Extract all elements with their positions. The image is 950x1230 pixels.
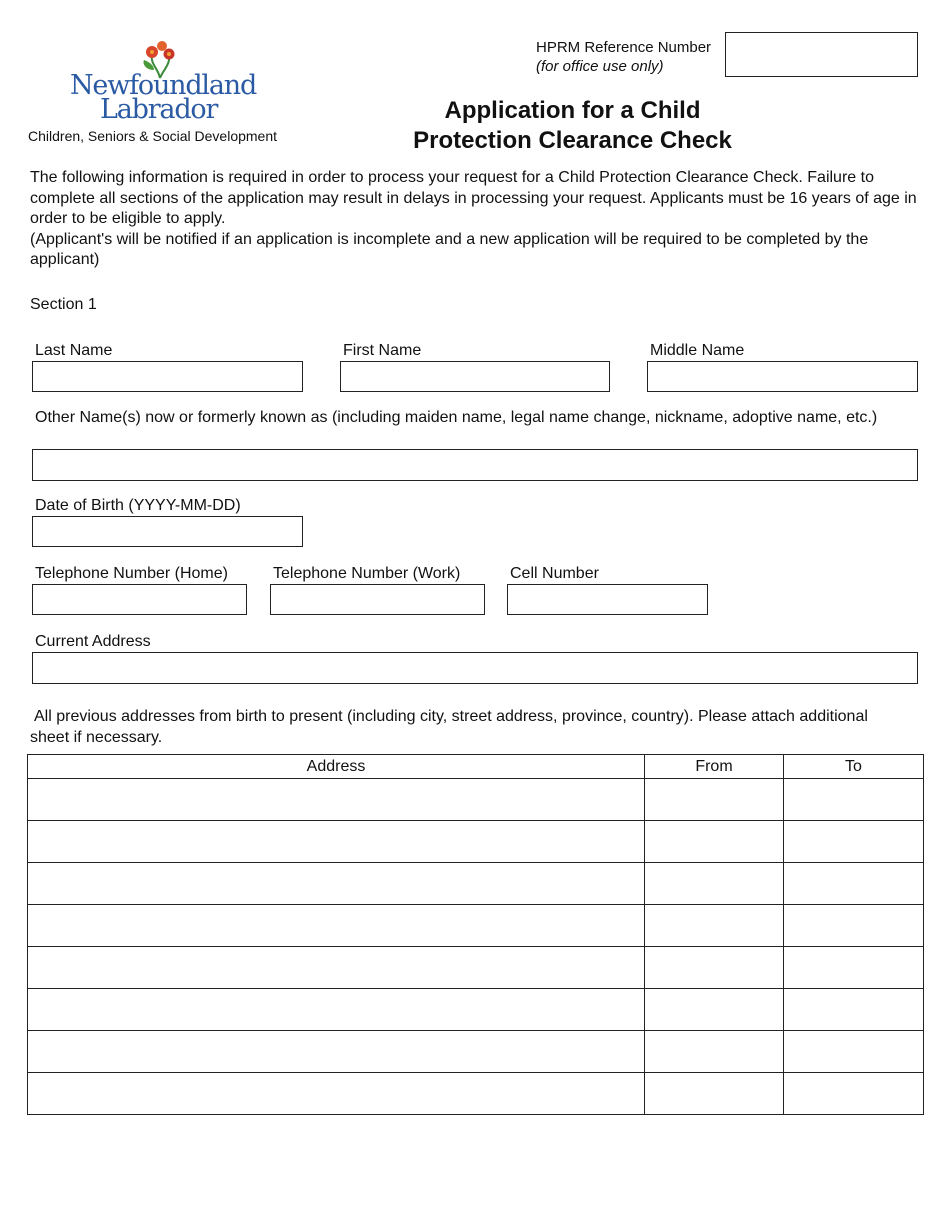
- intro-text: The following information is required in order to process your request for a Child Protection Clearance Check. Failure to complete all sections of the application may result in delays in processing your request. Applicants must be 16 years of age in order to be eligible to apply.: [30, 169, 917, 227]
- logo-text-line2: Labrador: [100, 94, 218, 125]
- section-heading: Section 1: [30, 296, 97, 313]
- phone-work-label: Telephone Number (Work): [273, 565, 461, 582]
- to-cell-input[interactable]: [784, 821, 923, 862]
- middle-name-input[interactable]: [647, 361, 918, 392]
- middle-name-label: Middle Name: [650, 342, 745, 359]
- hprm-reference-input[interactable]: [725, 32, 918, 77]
- to-cell-input[interactable]: [784, 905, 923, 946]
- cell-from: [645, 821, 784, 863]
- cell-address: [28, 1073, 645, 1115]
- logo-text-line1: Newfoundland: [70, 70, 257, 101]
- to-cell-input[interactable]: [784, 947, 923, 988]
- phone-work-input[interactable]: [270, 584, 485, 615]
- to-cell-input[interactable]: [784, 989, 923, 1030]
- to-cell-input[interactable]: [784, 1073, 923, 1114]
- address-cell-input[interactable]: [28, 821, 644, 862]
- cell-from: [645, 1073, 784, 1115]
- previous-addresses-instructions: All previous addresses from birth to present (including city, street address, province, country). Please attach additional sheet if necessary.: [30, 708, 868, 746]
- first-name-label: First Name: [343, 342, 422, 359]
- intro-note: (Applicant's will be notified if an application is incomplete and a new application will be required to be completed by the applicant): [30, 230, 869, 268]
- address-cell-input[interactable]: [28, 1073, 644, 1114]
- table-row: [28, 863, 924, 905]
- cell-to: [784, 905, 924, 947]
- phone-home-label: Telephone Number (Home): [35, 565, 228, 582]
- first-name-input[interactable]: [340, 361, 610, 392]
- title-line2: Protection Clearance Check: [413, 127, 732, 154]
- cell-to: [784, 989, 924, 1031]
- cell-from: [645, 779, 784, 821]
- address-cell-input[interactable]: [28, 947, 644, 988]
- phone-home-input[interactable]: [32, 584, 247, 615]
- column-header-from: From: [645, 755, 784, 779]
- address-cell-input[interactable]: [28, 779, 644, 820]
- current-address-input[interactable]: [32, 652, 918, 684]
- from-cell-input[interactable]: [645, 947, 783, 988]
- cell-from: [645, 1031, 784, 1073]
- cell-address: [28, 905, 645, 947]
- cell-label: Cell Number: [510, 565, 599, 582]
- to-cell-input[interactable]: [784, 779, 923, 820]
- other-names-input[interactable]: [32, 449, 918, 481]
- cell-address: [28, 863, 645, 905]
- from-cell-input[interactable]: [645, 1031, 783, 1072]
- cell-from: [645, 863, 784, 905]
- page-title: [400, 96, 745, 156]
- cell-to: [784, 1073, 924, 1115]
- table-row: [28, 1073, 924, 1115]
- title-line1: Application for a Child: [444, 97, 701, 124]
- column-header-address: Address: [28, 755, 645, 779]
- hprm-label: HPRM Reference Number: [536, 39, 712, 56]
- cell-address: [28, 947, 645, 989]
- other-names-label: Other Name(s) now or formerly known as (including maiden name, legal name change, nickname, adoptive name, etc.): [35, 409, 878, 426]
- current-address-label: Current Address: [35, 633, 151, 650]
- table-row: [28, 821, 924, 863]
- from-cell-input[interactable]: [645, 863, 783, 904]
- dob-label: Date of Birth (YYYY-MM-DD): [35, 497, 241, 514]
- from-cell-input[interactable]: [645, 989, 783, 1030]
- from-cell-input[interactable]: [645, 779, 783, 820]
- cell-input[interactable]: [507, 584, 708, 615]
- address-cell-input[interactable]: [28, 905, 644, 946]
- cell-from: [645, 947, 784, 989]
- cell-address: [28, 779, 645, 821]
- table-row: [28, 905, 924, 947]
- from-cell-input[interactable]: [645, 821, 783, 862]
- cell-from: [645, 905, 784, 947]
- government-logo: [66, 40, 257, 126]
- cell-to: [784, 863, 924, 905]
- hprm-note: (for office use only): [536, 58, 664, 75]
- intro-paragraph: [30, 168, 925, 271]
- address-cell-input[interactable]: [28, 1031, 644, 1072]
- table-row: [28, 779, 924, 821]
- to-cell-input[interactable]: [784, 1031, 923, 1072]
- table-row: [28, 947, 924, 989]
- last-name-input[interactable]: [32, 361, 303, 392]
- from-cell-input[interactable]: [645, 1073, 783, 1114]
- dob-input[interactable]: [32, 516, 303, 547]
- address-cell-input[interactable]: [28, 863, 644, 904]
- cell-address: [28, 989, 645, 1031]
- table-header-row: [28, 755, 924, 779]
- last-name-label: Last Name: [35, 342, 113, 359]
- cell-address: [28, 821, 645, 863]
- cell-to: [784, 1031, 924, 1073]
- column-header-to: To: [784, 755, 924, 779]
- cell-to: [784, 821, 924, 863]
- to-cell-input[interactable]: [784, 863, 923, 904]
- address-cell-input[interactable]: [28, 989, 644, 1030]
- department-name: Children, Seniors & Social Development: [28, 128, 278, 144]
- table-row: [28, 989, 924, 1031]
- table-body: [28, 779, 924, 1115]
- cell-to: [784, 779, 924, 821]
- table-row: [28, 1031, 924, 1073]
- previous-addresses-table: [27, 754, 924, 1115]
- cell-address: [28, 1031, 645, 1073]
- from-cell-input[interactable]: [645, 905, 783, 946]
- cell-to: [784, 947, 924, 989]
- cell-from: [645, 989, 784, 1031]
